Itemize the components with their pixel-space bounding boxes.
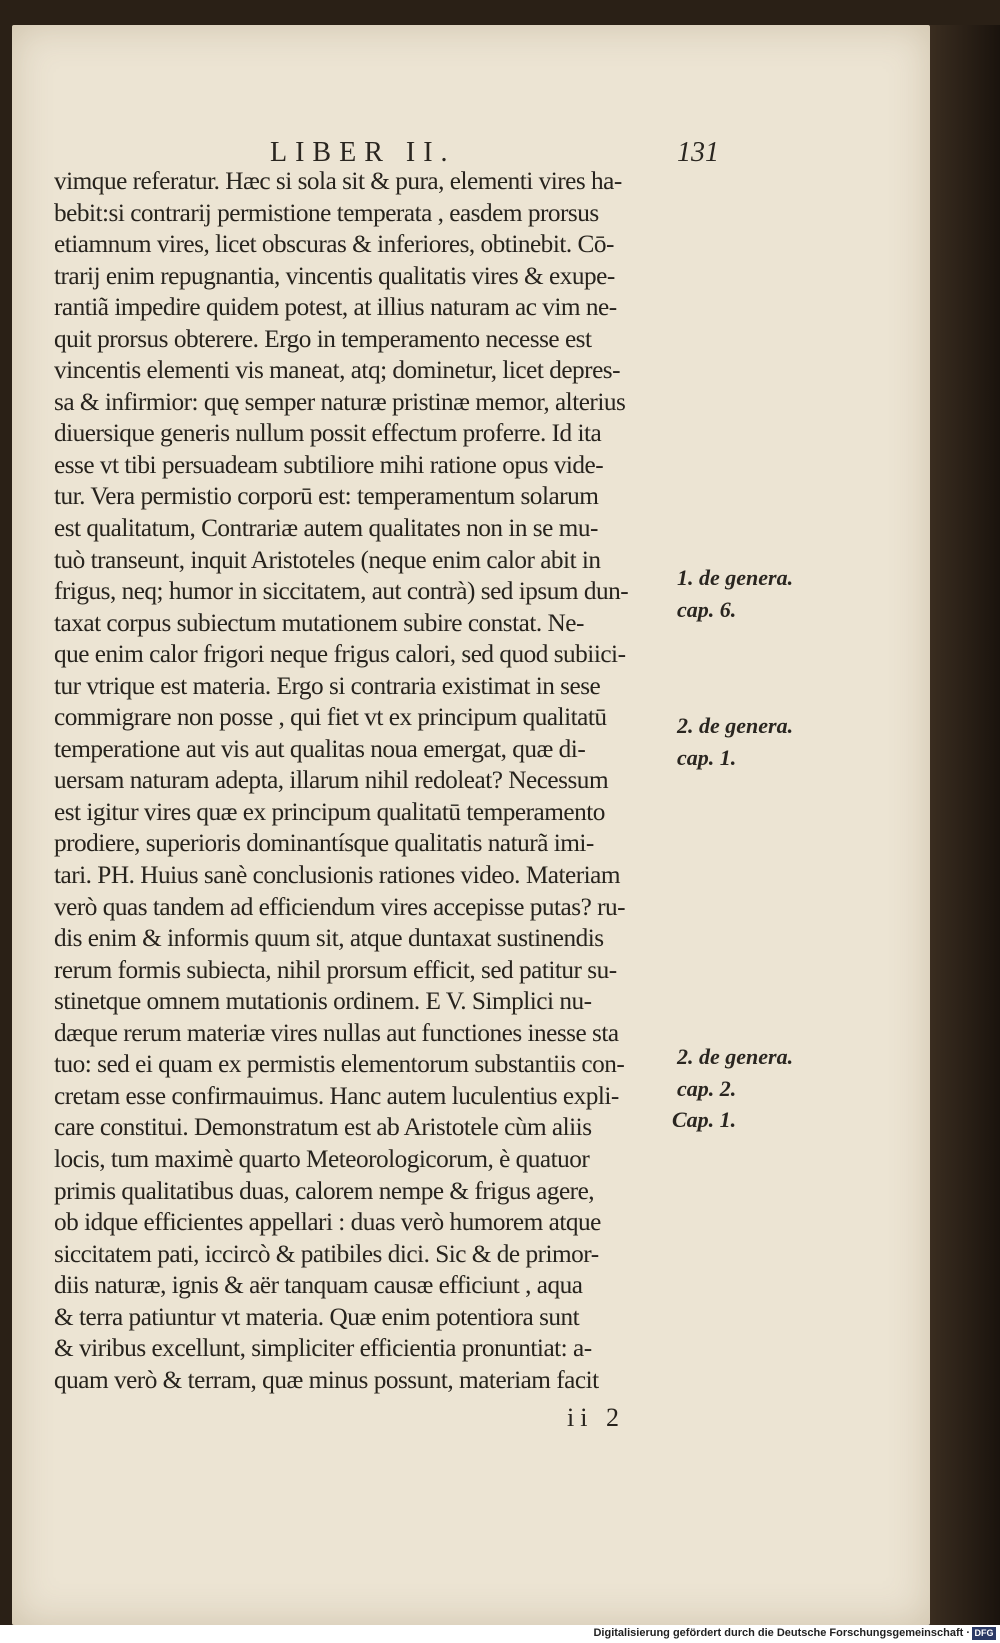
page-header — [12, 137, 930, 167]
signature-mark: ii 2 — [567, 1403, 625, 1432]
text-line: diuersique generis nullum possit effectum proferre. Id ita — [54, 419, 602, 448]
marginal-note: cap. 1. — [677, 745, 737, 770]
text-line: stinetque omnem mutationis ordinem. E V. Simplici nu- — [54, 987, 592, 1016]
text-line: & viribus excellunt, simpliciter efficientia pronuntiat: a- — [54, 1334, 592, 1363]
text-line: esse vt tibi persuadeam subtiliore mihi ratione opus vide- — [54, 450, 604, 479]
text-line: temperatione aut vis aut qualitas noua emergat, quæ di- — [54, 734, 586, 763]
marginal-note: 2. de genera. — [677, 713, 794, 738]
funding-credit: Digitalisierung gefördert durch die Deutsche Forschungsgemeinschaft · — [593, 1627, 970, 1639]
text-line: vincentis elementi vis maneat, atq; dominetur, licet depres- — [54, 356, 621, 385]
text-line: tuò transeunt, inquit Aristoteles (neque enim calor abit in — [54, 545, 601, 574]
text-line: quam verò & terram, quæ minus possunt, materiam facit — [54, 1365, 599, 1394]
text-line: tari. PH. Huius sanè conclusionis rationes video. Materiam — [54, 861, 621, 890]
text-line: siccitatem pati, iccircò & patibiles dici. Sic & de primor- — [54, 1239, 599, 1268]
text-line: locis, tum maximè quarto Meteorologicorum, è quatuor — [54, 1144, 590, 1173]
text-line: prodiere, superioris dominantísque qualitatis naturã imi- — [54, 829, 594, 858]
text-line: commigrare non posse , qui fiet vt ex principum qualitatū — [54, 703, 607, 732]
running-head: LIBER II. — [270, 137, 456, 168]
body-text — [54, 166, 704, 1396]
marginal-note: 2. de genera. — [677, 1044, 794, 1069]
text-line: sa & infirmior: quę semper naturæ pristinæ memor, alterius — [54, 387, 626, 416]
text-line: cretam esse confirmauimus. Hanc autem luculentius expli- — [54, 1081, 619, 1110]
text-line: bebit:si contrarij permistione temperata , easdem prorsus — [54, 198, 599, 227]
text-line: verò quas tandem ad efficiendum vires accepisse putas? ru- — [54, 892, 626, 921]
page-edge — [930, 25, 1000, 1625]
dfg-logo-icon: DFG — [972, 1627, 996, 1640]
text-line: vimque referatur. Hæc si sola sit & pura, elementi vires ha- — [54, 167, 622, 195]
text-line: etiamnum vires, licet obscuras & inferiores, obtinebit. Cō- — [54, 230, 614, 259]
text-line: est igitur vires quæ ex principum qualitatū temperamento — [54, 797, 605, 826]
text-line: dæque rerum materiæ vires nullas aut functiones inesse sta — [54, 1018, 619, 1047]
text-line: rerum formis subiecta, nihil prorsum efficit, sed patitur su- — [54, 955, 617, 984]
text-line: tur vtrique est materia. Ergo si contraria existimat in sese — [54, 671, 601, 700]
text-line: tuo: sed ei quam ex permistis elementorum substantiis con- — [54, 1050, 625, 1079]
text-line: rantiã impedire quidem potest, at illius naturam ac vim ne- — [54, 293, 617, 322]
text-line: frigus, neq; humor in siccitatem, aut contrà) sed ipsum dun- — [54, 577, 629, 606]
marginal-note: cap. 6. — [677, 597, 737, 622]
marginal-note: cap. 2. — [677, 1076, 737, 1101]
text-line: que enim calor frigori neque frigus calori, sed quod subiici- — [54, 640, 626, 669]
marginal-note: Cap. 1. — [672, 1107, 737, 1132]
text-line: est qualitatum, Contrariæ autem qualitates non in se mu- — [54, 514, 598, 543]
text-line: quit prorsus obterere. Ergo in temperamento necesse est — [54, 324, 592, 353]
folio-number: 131 — [677, 137, 719, 168]
text-line: ob idque efficientes appellari : duas verò humorem atque — [54, 1208, 601, 1237]
text-line: uersam naturam adepta, illarum nihil redoleat? Necessum — [54, 766, 609, 795]
text-line: primis qualitatibus duas, calorem nempe & frigus agere, — [54, 1176, 595, 1205]
text-line: & terra patiuntur vt materia. Quæ enim potentiora sunt — [54, 1302, 580, 1331]
text-line: diis naturæ, ignis & aër tanquam causæ efficiunt , aqua — [54, 1271, 583, 1300]
marginal-note: 1. de genera. — [677, 565, 794, 590]
text-line: care constitui. Demonstratum est ab Aristotele cùm aliis — [54, 1113, 592, 1142]
book-page — [12, 25, 930, 1625]
text-line: dis enim & informis quum sit, atque duntaxat sustinendis — [54, 924, 604, 953]
text-line: taxat corpus subiectum mutationem subire constat. Ne- — [54, 608, 584, 637]
text-line: tur. Vera permistio corporū est: temperamentum solarum — [54, 482, 599, 511]
text-line: trarij enim repugnantia, vincentis qualitatis vires & exupe- — [54, 261, 615, 290]
